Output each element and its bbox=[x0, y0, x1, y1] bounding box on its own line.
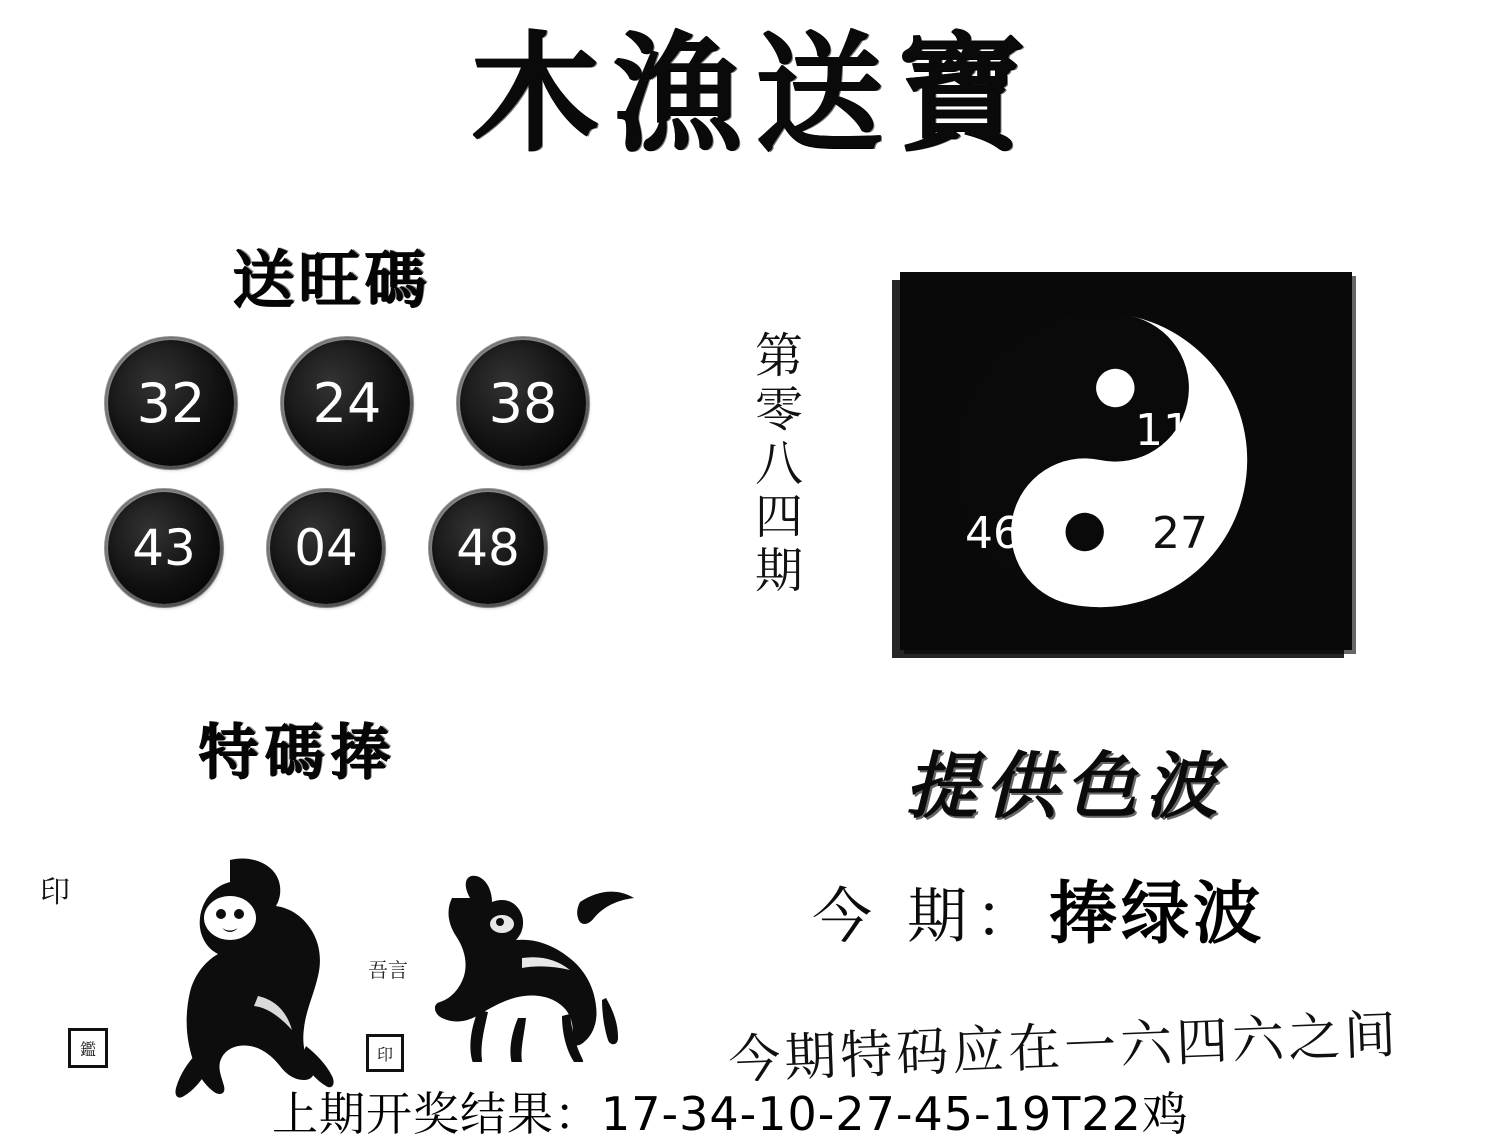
provide-color-label: 提供色波 bbox=[905, 743, 1226, 828]
goat-icon bbox=[430, 862, 640, 1062]
yin-yang-icon bbox=[940, 300, 1260, 620]
tema-label: 特碼捧 bbox=[198, 718, 396, 788]
songwang-label: 送旺碼 bbox=[232, 243, 431, 316]
taiji-symbol bbox=[940, 300, 1260, 620]
ink-seal-bottom-left: 鑑 bbox=[68, 1028, 108, 1068]
lucky-ball: 38 bbox=[460, 340, 586, 466]
lucky-ball: 04 bbox=[270, 492, 382, 604]
lucky-ball: 48 bbox=[432, 492, 544, 604]
ball-grid bbox=[108, 340, 648, 622]
this-issue-label: 今 期： bbox=[812, 882, 1044, 952]
ink-seal-top-left: 印 bbox=[40, 875, 70, 910]
taiji-number-top: 11 bbox=[1135, 405, 1191, 456]
last-draw-result: 上期开奖结果：17-34-10-27-45-19T22鸡 bbox=[272, 1087, 1189, 1141]
taiji-number-right: 27 bbox=[1152, 508, 1208, 559]
monkey-caption: 吾言 bbox=[368, 958, 408, 982]
page-title: 木漁送寶 bbox=[470, 19, 1039, 169]
lucky-ball: 24 bbox=[284, 340, 410, 466]
range-hint-text: 今期特码应在一六四六之间 bbox=[727, 1005, 1402, 1091]
ball-row bbox=[108, 340, 648, 466]
ink-seal-middle: 印 bbox=[366, 1034, 404, 1072]
lucky-ball: 43 bbox=[108, 492, 220, 604]
ball-row bbox=[108, 484, 648, 604]
goat-illustration bbox=[430, 862, 640, 1066]
this-issue-row bbox=[812, 860, 1265, 957]
lucky-ball: 32 bbox=[108, 340, 234, 466]
monkey-illustration bbox=[138, 856, 368, 1110]
issue-number-vertical: 第零八四期 bbox=[754, 328, 805, 599]
monkey-icon bbox=[138, 856, 368, 1106]
taiji-number-left: 46 bbox=[965, 508, 1021, 559]
this-issue-value: 捧绿波 bbox=[1049, 875, 1266, 954]
